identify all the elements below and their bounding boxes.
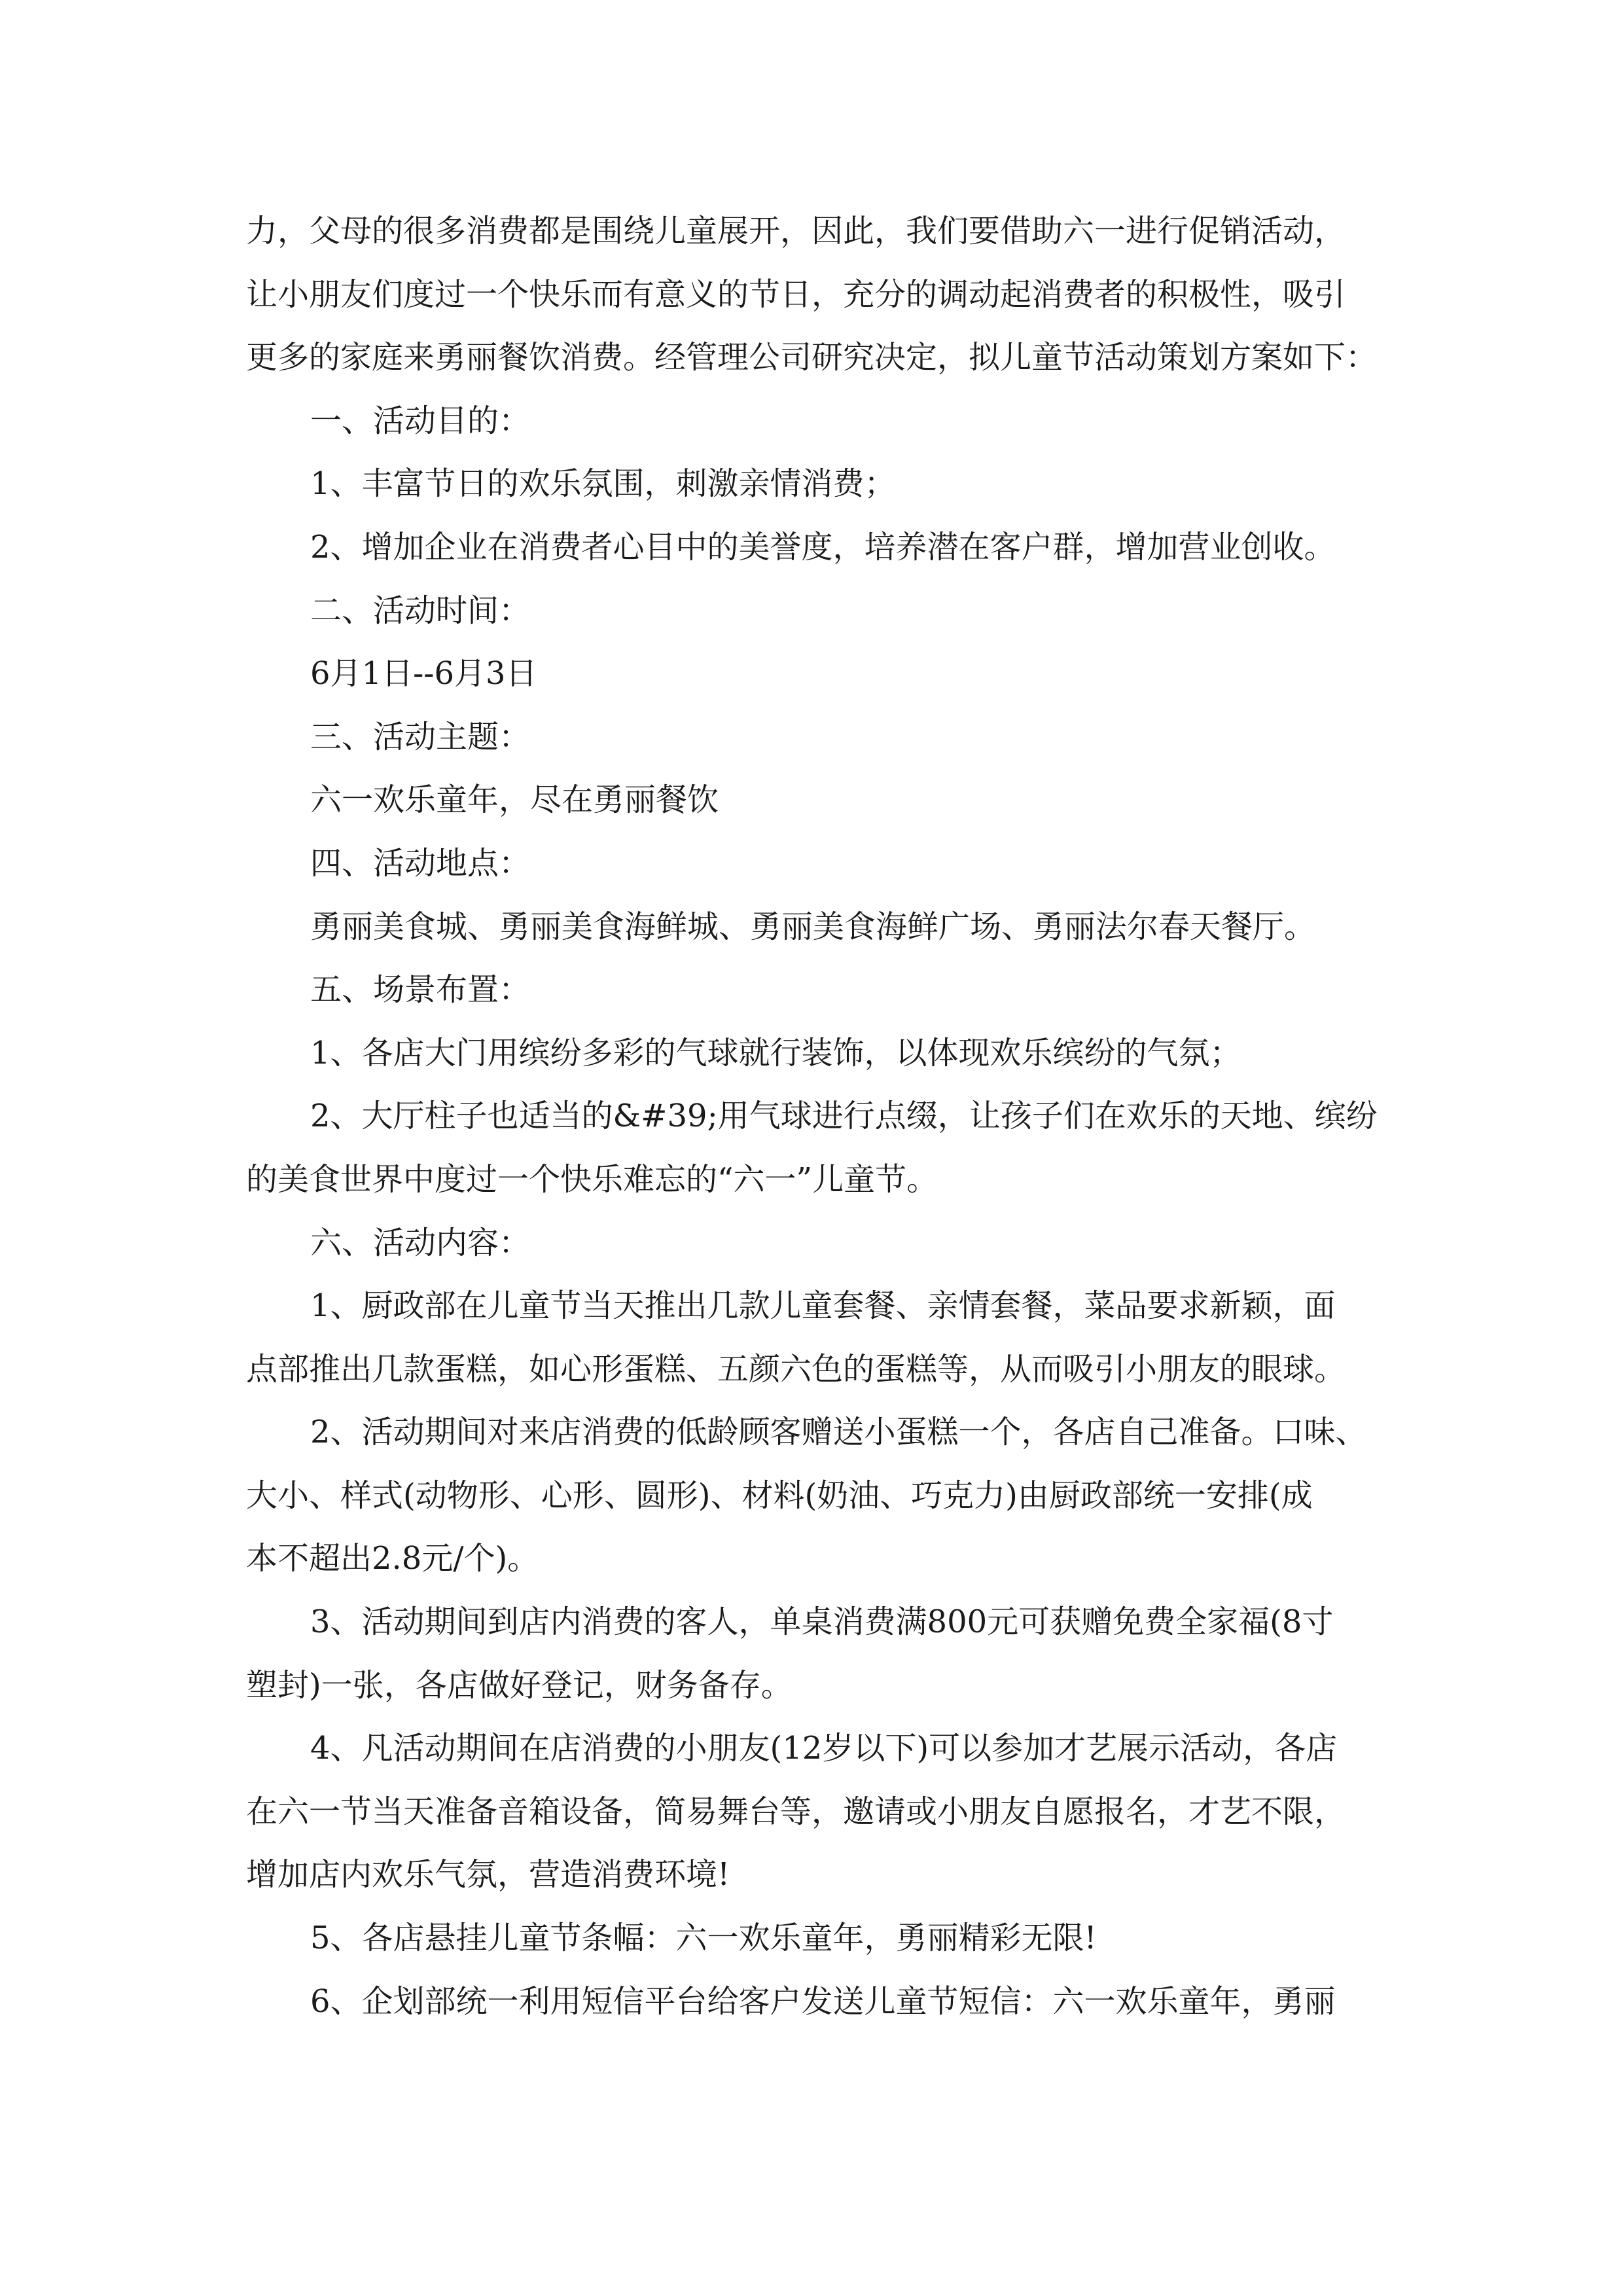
text-line: 塑封)一张，各店做好登记，财务备存。 — [246, 1666, 793, 1704]
text-line: 6月1日--6月3日 — [310, 655, 537, 692]
section-heading: 五、场景布置： — [310, 971, 531, 1009]
text-line: 2、增加企业在消费者心目中的美誉度，培养潜在客户群，增加营业创收。 — [310, 528, 1336, 565]
text-line: 力，父母的很多消费都是围绕儿童展开，因此，我们要借助六一进行促销活动， — [246, 213, 1346, 249]
text-line: 点部推出几款蛋糕，如心形蛋糕、五颜六色的蛋糕等，从而吸引小朋友的眼球。 — [246, 1350, 1346, 1388]
text-line: 增加店内欢乐气氛，营造消费环境! — [246, 1856, 730, 1893]
section-heading: 二、活动时间： — [310, 592, 531, 629]
section-heading: 三、活动主题： — [310, 718, 531, 755]
text-line: 6、企划部统一利用短信平台给客户发送儿童节短信：六一欢乐童年，勇丽 — [310, 1982, 1336, 2020]
text-line: 1、厨政部在儿童节当天推出几款儿童套餐、亲情套餐，菜品要求新颖，面 — [310, 1287, 1336, 1325]
text-line: 大小、样式(动物形、心形、圆形)、材料(奶油、巧克力)由厨政部统一安排(成 — [246, 1477, 1313, 1514]
text-line: 2、活动期间对来店消费的低龄顾客赠送小蛋糕一个，各店自己准备。口味、 — [310, 1414, 1367, 1451]
text-line: 4、凡活动期间在店消费的小朋友(12岁以下)可以参加才艺展示活动，各店 — [310, 1730, 1338, 1767]
text-line: 1、各店大门用缤纷多彩的气球就行装饰，以体现欢乐缤纷的气氛； — [310, 1034, 1241, 1071]
section-heading: 一、活动目的： — [310, 402, 531, 439]
section-heading: 六、活动内容： — [310, 1224, 531, 1261]
text-line: 的美食世界中度过一个快乐难忘的“六一”儿童节。 — [246, 1160, 938, 1198]
section-heading: 四、活动地点： — [310, 844, 531, 882]
document-body — [246, 200, 1385, 2033]
text-line: 六一欢乐童年，尽在勇丽餐饮 — [310, 781, 719, 819]
text-line: 2、大厅柱子也适当的&#39;用气球进行点缀，让孩子们在欢乐的天地、缤纷 — [310, 1098, 1378, 1135]
text-line: 本不超出2.8元/个)。 — [246, 1540, 539, 1577]
text-line: 3、活动期间到店内消费的客人，单桌消费满800元可获赠免费全家福(8寸 — [310, 1604, 1334, 1641]
text-line: 更多的家庭来勇丽餐饮消费。经管理公司研究决定，拟儿童节活动策划方案如下： — [246, 339, 1378, 376]
text-line: 勇丽美食城、勇丽美食海鲜城、勇丽美食海鲜广场、勇丽法尔春天餐厅。 — [310, 908, 1316, 945]
text-line: 1、丰富节日的欢乐氛围，刺激亲情消费； — [310, 465, 896, 503]
text-line: 让小朋友们度过一个快乐而有意义的节日，充分的调动起消费者的积极性，吸引 — [246, 276, 1346, 313]
text-line: 5、各店悬挂儿童节条幅：六一欢乐童年，勇丽精彩无限! — [310, 1920, 1097, 1957]
text-line: 在六一节当天准备音箱设备，简易舞台等，邀请或小朋友自愿报名，才艺不限， — [246, 1793, 1346, 1830]
